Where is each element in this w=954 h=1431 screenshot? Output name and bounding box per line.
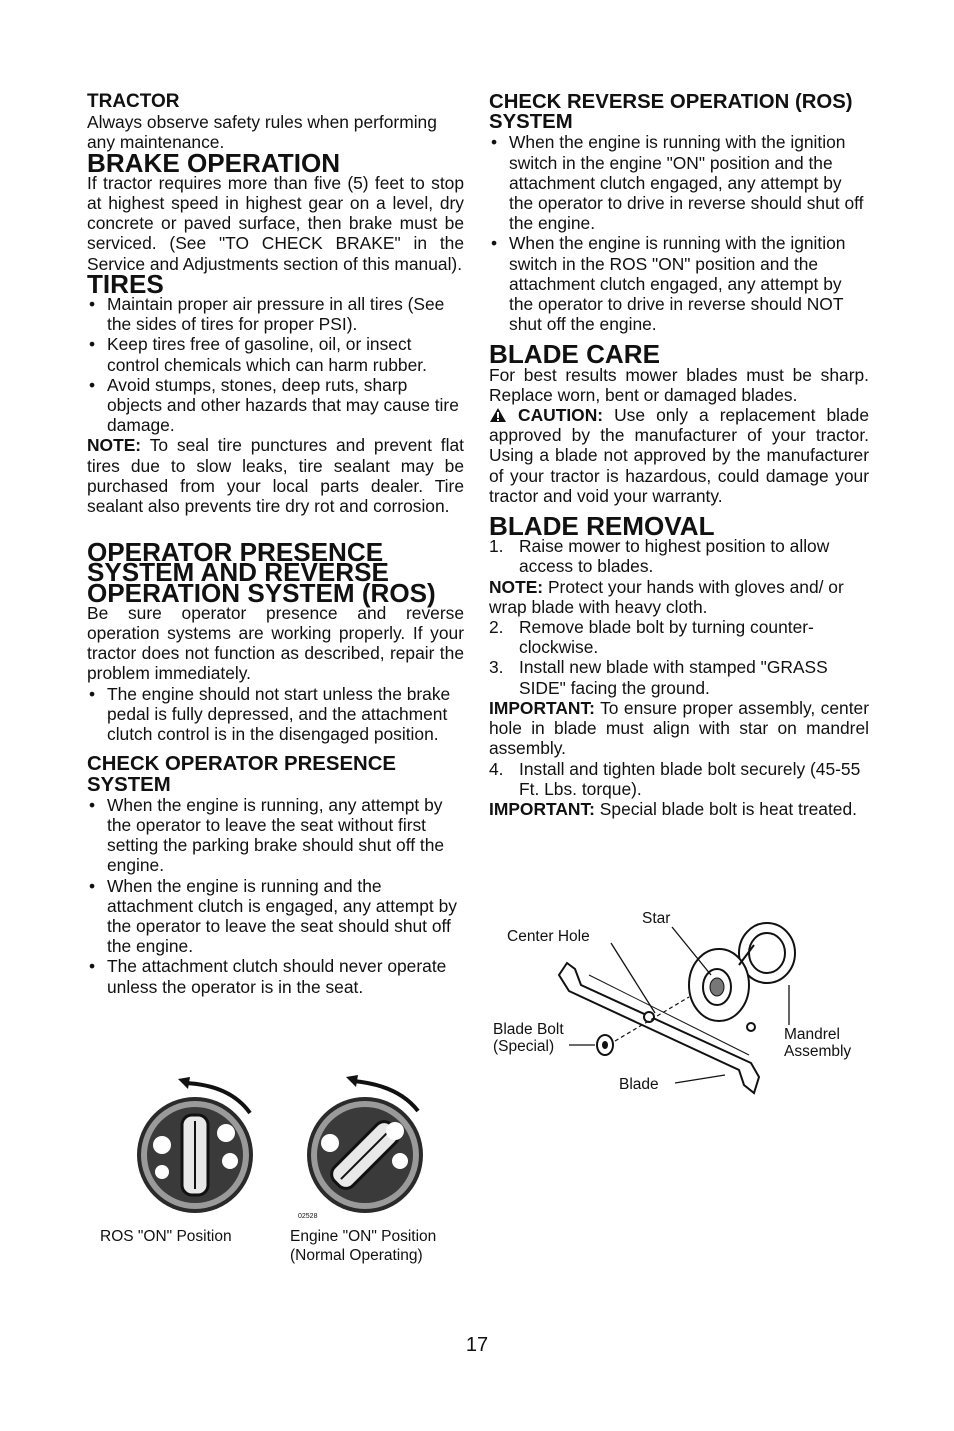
list-item: • When the engine is running and the attachment clutch is engaged, any attempt by the operator to leave the seat should shut off the engine. bbox=[87, 876, 464, 957]
important-1: IMPORTANT: To ensure proper assembly, center hole in blade must align with star on mandrel assembly. bbox=[489, 697, 869, 759]
section-title-tractor: TRACTOR bbox=[87, 91, 180, 112]
ignition-knobs-illustration bbox=[90, 1075, 480, 1225]
note-label: NOTE: bbox=[87, 435, 142, 456]
check-op-list bbox=[87, 795, 464, 997]
warning-icon bbox=[489, 407, 507, 423]
engine-knob-drawing bbox=[307, 1075, 423, 1213]
page-number: 17 bbox=[465, 1334, 489, 1356]
left-column bbox=[87, 92, 464, 997]
engine-knob-caption-2: (Normal Operating) bbox=[290, 1247, 423, 1264]
ros-knob-caption: ROS "ON" Position bbox=[100, 1228, 232, 1245]
list-item: • Keep tires free of gasoline, oil, or insect control chemicals which can harm rubber. bbox=[87, 334, 464, 374]
heading-check-operator-presence: CHECK OPERATOR PRESENCE SYSTEM bbox=[87, 753, 396, 796]
list-item: • When the engine is running with the ignition switch in the ROS "ON" position and the attachment clutch engaged, any attempt by the operator to drive in reverse should NOT shut off the engine. bbox=[489, 233, 869, 334]
label-mandrel-assembly: Assembly bbox=[784, 1043, 852, 1060]
step-item: 4. Install and tighten blade bolt securely (45-55 Ft. Lbs. torque). bbox=[489, 758, 861, 799]
caution-text: CAUTION: Use only a replacement blade approved by the manufacturer of your tractor. Using a blade not approved by the manufacturer of your tractor is hazardous, could damage your tractor and void your warranty. bbox=[489, 405, 869, 506]
list-item: • The attachment clutch should never operate unless the operator is in the seat. bbox=[87, 956, 464, 996]
right-column bbox=[489, 92, 869, 819]
heading-tires: TIRES bbox=[87, 268, 164, 299]
label-blade-bolt: Blade Bolt bbox=[493, 1021, 564, 1038]
figure-code: 02528 bbox=[298, 1213, 318, 1220]
intro-text: Always observe safety rules when performing any maintenance. bbox=[87, 112, 437, 153]
list-item: • When the engine is running with the ignition switch in the engine "ON" position and the attachment clutch engaged, any attempt by the operator to drive in reverse should shut off the engine. bbox=[489, 132, 869, 233]
ignition-knob-figure bbox=[90, 1075, 480, 1275]
blade-care-text: For best results mower blades must be sharp. Replace worn, bent or damaged blades. bbox=[489, 364, 869, 405]
label-blade: Blade bbox=[619, 1076, 659, 1093]
heading-check-ros: CHECK REVERSE OPERATION (ROS) SYSTEM bbox=[489, 91, 853, 134]
tires-note bbox=[87, 435, 464, 516]
step-item: 3. Install new blade with stamped "GRASS SIDE" facing the ground. bbox=[489, 657, 828, 698]
list-item: • Avoid stumps, stones, deep ruts, sharp objects and other hazards that may cause tire damage. bbox=[87, 375, 464, 436]
heading-blade-removal: BLADE REMOVAL bbox=[489, 511, 715, 542]
label-star: Star bbox=[642, 910, 671, 927]
list-item: • The engine should not start unless the brake pedal is fully depressed, and the attachment clutch control is in the disengaged position. bbox=[87, 684, 464, 745]
label-mandrel: Mandrel bbox=[784, 1026, 840, 1043]
ops-text: Be sure operator presence and reverse operation systems are working properly. If your tractor does not function as described, repair the problem immediately. bbox=[87, 602, 464, 684]
note-text: To seal tire punctures and prevent flat tires due to slow leaks, tire sealant may be purchased from your local parts dealer. Tire sealant also prevents tire dry rot and corrosion. bbox=[87, 435, 464, 517]
list-item: • When the engine is running, any attempt by the operator to leave the seat without first setting the parking brake should shut off the engine. bbox=[87, 795, 464, 876]
heading-operator-presence-ros: OPERATOR PRESENCE SYSTEM AND REVERSE OPERATION SYSTEM (ROS) bbox=[87, 537, 436, 608]
label-center-hole: Center Hole bbox=[507, 928, 590, 945]
important-2: IMPORTANT: Special blade bolt is heat treated. bbox=[489, 798, 857, 819]
label-blade-bolt-special: (Special) bbox=[493, 1038, 555, 1055]
ops-list bbox=[87, 684, 464, 745]
heading-brake-operation: BRAKE OPERATION bbox=[87, 147, 341, 178]
tires-list bbox=[87, 294, 464, 435]
brake-text: If tractor requires more than five (5) feet to stop at highest speed in highest gear on a level, dry concrete or paved surface, then brake must be serviced. (See "TO CHECK BRAKE" in the Service and Adjustments section of this manual). bbox=[87, 172, 464, 274]
ros-knob-drawing bbox=[137, 1077, 253, 1213]
blade-diagram bbox=[489, 905, 869, 1105]
step-item: 1. Raise mower to highest position to allow access to blades. bbox=[489, 536, 830, 577]
heading-blade-care: BLADE CARE bbox=[489, 339, 660, 370]
step-item: 2. Remove blade bolt by turning counter-clockwise. bbox=[489, 617, 814, 658]
engine-knob-caption: Engine "ON" Position bbox=[290, 1228, 437, 1245]
check-ros-list bbox=[489, 132, 869, 334]
caution-label: CAUTION: bbox=[518, 405, 604, 426]
blade-note: NOTE: Protect your hands with gloves and/ or wrap blade with heavy cloth. bbox=[489, 576, 844, 617]
list-item: • Maintain proper air pressure in all tires (See the sides of tires for proper PSI). bbox=[87, 294, 464, 334]
